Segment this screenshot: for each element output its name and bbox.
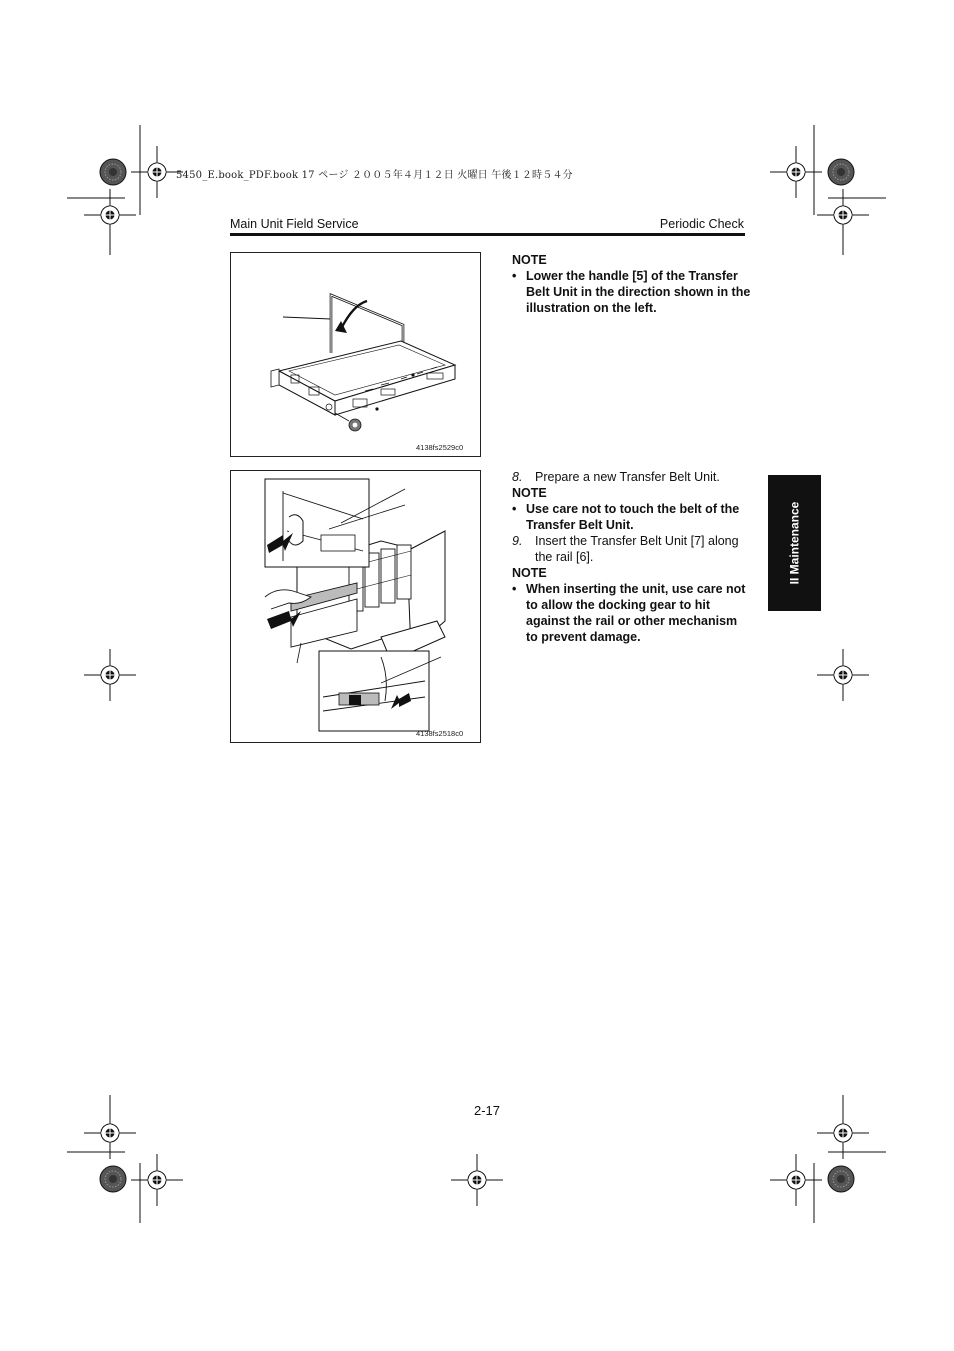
step-number: 8.	[512, 470, 523, 484]
figure-code: 4138fs2529c0	[416, 443, 464, 452]
note-bullet: • Lower the handle [5] of the Transfer Belt Unit in the direction shown in the illustration on the left.	[512, 268, 752, 316]
page-number: 2-17	[474, 1103, 501, 1118]
figure-code: 4138fs2518c0	[416, 729, 464, 738]
note-bullet: • Use care not to touch the belt of the Transfer Belt Unit.	[512, 501, 752, 533]
note-heading: NOTE	[512, 486, 547, 500]
step-text: Insert the Transfer Belt Unit [7] along the rail [6].	[535, 534, 739, 564]
step-9	[512, 533, 752, 565]
figure-insert-belt-unit	[230, 470, 481, 743]
chapter-tab-label: II Maintenance	[787, 501, 802, 585]
step-8	[512, 469, 752, 485]
print-info-line: 5450_E.book_PDF.book 17 ページ ２００５年４月１２日 火曜日 午後１２時５４分	[176, 170, 573, 181]
step-number: 9.	[512, 534, 523, 548]
note-heading: NOTE	[512, 566, 547, 580]
note-heading: NOTE	[512, 253, 547, 267]
section-lower-handle-text	[512, 252, 752, 316]
chapter-side-tab	[768, 475, 821, 611]
header-section-title: Main Unit Field Service	[230, 217, 359, 231]
insert-unit-illustration	[231, 471, 480, 742]
step-text: Prepare a new Transfer Belt Unit.	[535, 470, 720, 484]
header-rule	[230, 233, 745, 236]
header-chapter-title: Periodic Check	[659, 217, 744, 231]
transfer-belt-unit-illustration	[231, 253, 480, 456]
section-insert-unit-text	[512, 469, 752, 645]
figure-lower-handle	[230, 252, 481, 457]
note-bullet: • When inserting the unit, use care not to allow the docking gear to hit against the rail or other mechanism to prevent damage.	[512, 581, 752, 645]
